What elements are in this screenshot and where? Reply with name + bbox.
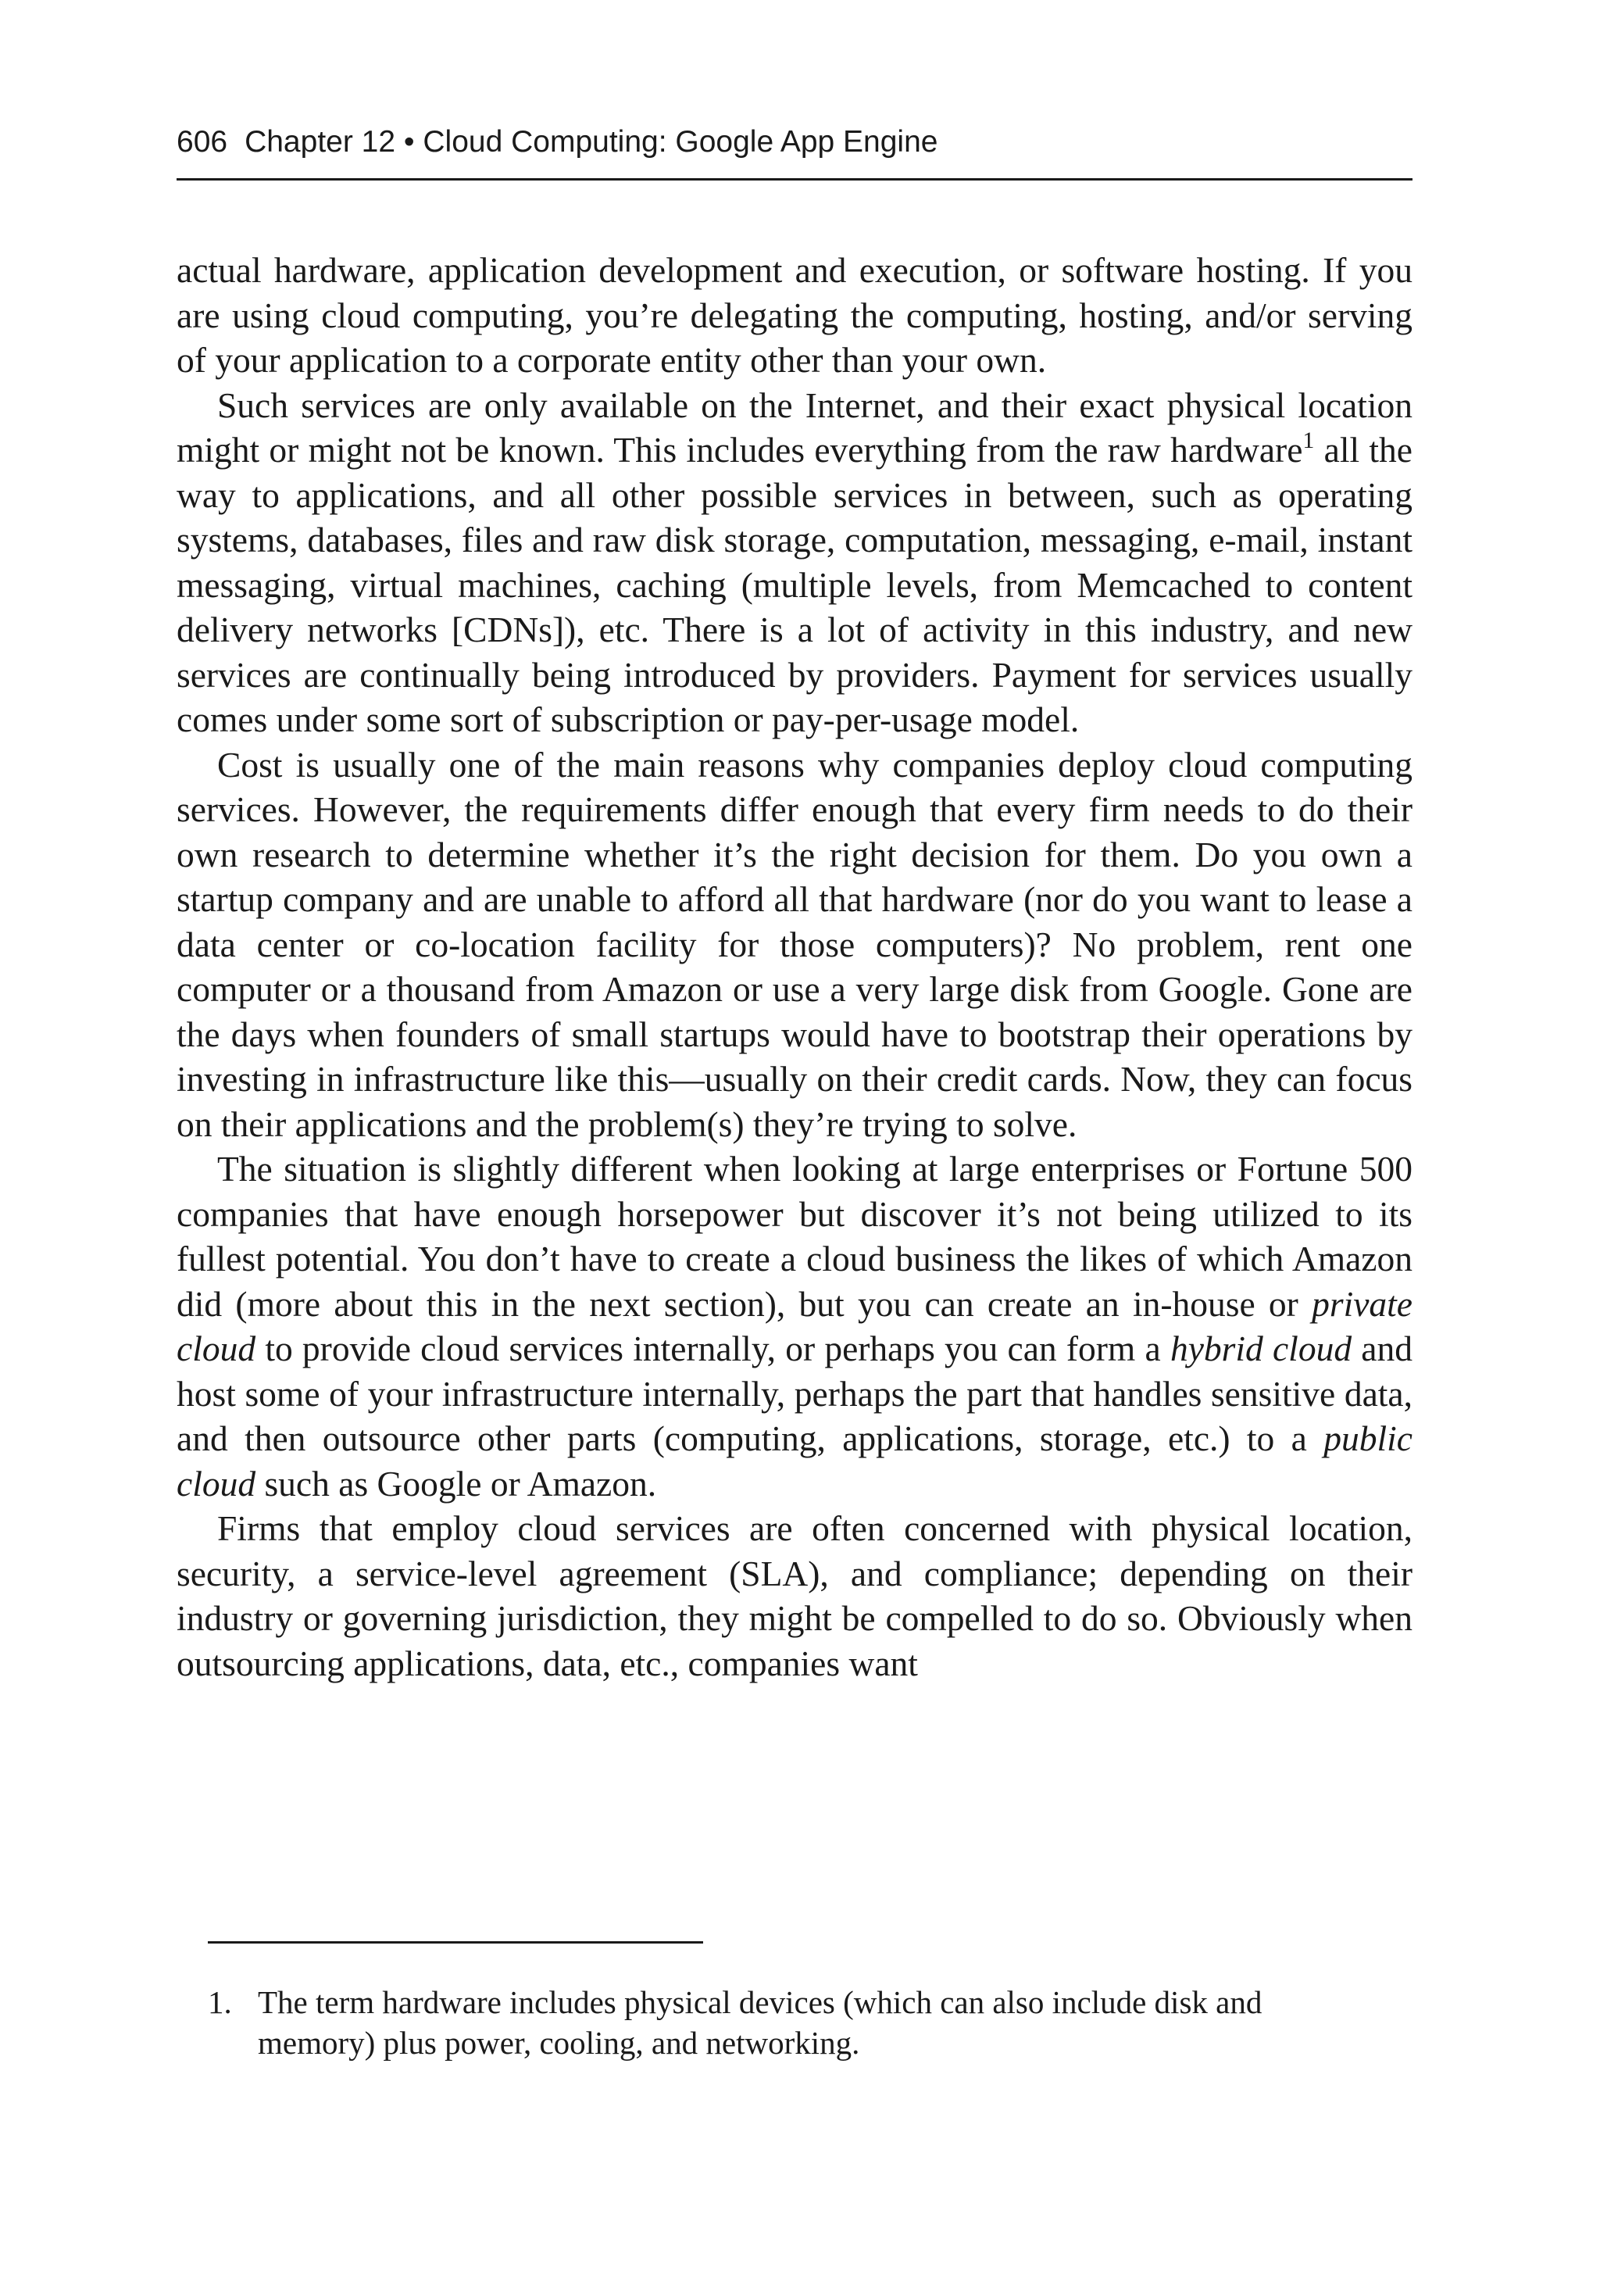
paragraph-2-start: Such services are only available on the Internet, and their exact physical location might or might not be known. This includes everything from the raw hardware xyxy=(177,384,1412,470)
term-hybrid-cloud: hybrid cloud xyxy=(1170,1329,1352,1368)
running-header xyxy=(177,122,1412,163)
footnote-text: The term hardware includes physical devices (which can also include disk and memory) plus power, cooling, and networking. xyxy=(258,1984,1262,2061)
term-private-cloud: private cloud xyxy=(177,1283,1412,1368)
paragraph-3: Cost is usually one of the main reasons why companies deploy cloud computing services. However, the requirements differ enough that every firm needs to do their own research to determine whether it’s the right decision for them. Do you own a startup company and are unable to afford all that hardware (nor do you want to lease a data center or co-location facility for those computers)? No problem, rent one computer or a thousand from Amazon or use a very large disk from Google. Gone are the days when founders of small startups would have to bootstrap their operations by investing in infrastructure like this—usually on their credit cards. Now, they can focus on their applications and the problem(s) they’re trying to solve. xyxy=(177,744,1412,1144)
term-public-cloud: public cloud xyxy=(177,1418,1412,1504)
page-number: 606 xyxy=(177,125,228,159)
footnote-number: 1. xyxy=(208,1984,232,2020)
paragraph-1: actual hardware, application development and execution, or software hosting. If you are using cloud computing, you’re delegating the computing, hosting, and/or serving of your application to a corporate entity other than your own. xyxy=(177,250,1412,380)
footnote-rule xyxy=(208,1941,703,1944)
header-rule xyxy=(177,178,1412,181)
paragraph-4-part-d: such as Google or Amazon. xyxy=(255,1463,657,1504)
paragraph-5: Firms that employ cloud services are often concerned with physical location, security, a service-level agreement (SLA), and compliance; depending on their industry or governing jurisdiction, they might be compelled to do so. Obviously when outsourcing applications, data, etc., companies want xyxy=(177,1508,1412,1683)
paragraph-2-end: all the way to applications, and all other possible services in between, such as operating systems, databases, files and raw disk storage, computation, messaging, e-mail, instant messaging, virtual machines, caching (multiple levels, from Memcached to content delivery networks [CDNs]), etc. There is a lot of activity in this industry, and new services are continually being introduced by providers. Payment for services usually comes under some sort of subscription or pay-per-usage model. xyxy=(177,430,1412,739)
body-text xyxy=(177,248,1412,1686)
footnote xyxy=(208,1982,1302,2063)
paragraph-4 xyxy=(177,1146,1412,1506)
paragraph-4-part-a: The situation is slightly different when looking at large enterprises or Fortune 500 companies that have enough horsepower but discover it’s not being utilized to its fullest potential. You don’t have to create a cloud business the likes of which Amazon did (more about this in the next section), but you can create an in-house or xyxy=(177,1149,1412,1324)
footnote-reference: 1 xyxy=(1302,427,1315,453)
chapter-title: Chapter 12 • Cloud Computing: Google App Engine xyxy=(245,125,938,159)
paragraph-4-part-c: and host some of your infrastructure internally, perhaps the part that handles sensitive data, and then outsource other parts (computing, applications, storage, etc.) to a xyxy=(177,1329,1412,1458)
paragraph-4-part-b: to provide cloud services internally, or perhaps you can form a xyxy=(255,1329,1170,1368)
paragraph-2 xyxy=(177,383,1412,742)
